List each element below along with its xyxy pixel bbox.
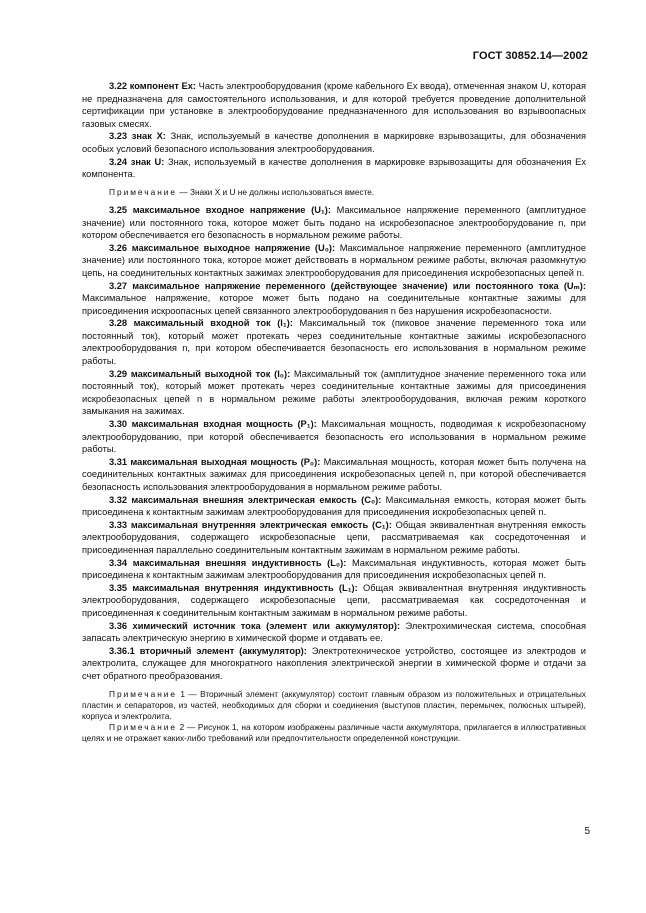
definition-3-33: [82, 519, 586, 557]
document-body: [82, 80, 586, 751]
definition-text: Знак, используемый в качестве дополнения в маркировке взрывозащиты, для обозначения особых условий безопасного использования электрооборудования.: [82, 131, 587, 154]
definition-3-36: [82, 620, 586, 645]
term: 3.30 максимальная входная мощность (P₁):: [109, 419, 317, 430]
definition-3-29: [82, 368, 586, 418]
definition-text: Электротехническое устройство, состоящее из электродов и электролита, служащее для многократного накопления электрической энергии в химической форме и отдачи за счет обратного преобразования.: [82, 645, 587, 681]
definition-text: Знак, используемый в качестве дополнения в маркировке взрывозащиты для обозначения Ex компонента.: [82, 156, 586, 180]
term: 3.36 химический источник тока (элемент или аккумулятор):: [109, 620, 401, 631]
definition-text: Максимальная емкость, которая может быть присоединена к контактным зажимам электрооборудования для присоединения искробезопасных цепей n.: [82, 494, 586, 518]
term: 3.22 компонент Ex:: [109, 81, 197, 91]
term: 3.28 максимальный входной ток (I₁):: [109, 318, 293, 329]
term: 3.27 максимальное напряжение переменного (действующее значение) или постоянного тока (Uₘ):: [109, 280, 586, 291]
definition-3-30: [82, 418, 586, 456]
definition-3-34: [82, 557, 586, 582]
definition-3-36-1: [82, 645, 586, 683]
term: 3.23 знак X:: [109, 131, 166, 142]
note-label: Примечание: [109, 688, 178, 699]
definition-text: Максимальное напряжение переменного (амплитудное значение) или постоянного тока, которое может действовать в нормальном режиме работы, включая разомкнутую цепь, на соединительных контактных зажимах электрооборудования для присоединения искробезопасных цепей n.: [82, 242, 586, 278]
definition-3-23: [82, 130, 586, 155]
definition-text: Общая эквивалентная внутренняя емкость электрооборудования, содержащего искробезопасные цепи, рассматриваемая как сосредоточенная и присоединенная параллельно соединительным контактным зажимам в нормальном режиме работы.: [82, 519, 586, 555]
definition-3-35: [82, 582, 586, 620]
definition-3-27: [82, 280, 586, 318]
term: 3.34 максимальная внешняя индуктивность (L₀):: [109, 557, 347, 568]
note-label: Примечание: [109, 186, 178, 197]
definition-3-25: [82, 204, 586, 242]
definition-text: Максимальный ток (амплитудное значение переменного тока или постоянный ток), который может протекать через соединительные контактные зажимы для присоединения искробезопасных цепей n в нормальном режиме работы электрооборудования, включая режим короткого замыкания на зажимах.: [82, 368, 586, 417]
note-label: Примечание: [109, 722, 178, 733]
note-x-u: [82, 187, 586, 198]
definition-3-24: [82, 156, 586, 181]
term: 3.31 максимальная выходная мощность (P₀):: [109, 456, 321, 467]
definition-3-32: [82, 494, 586, 519]
definition-text: Максимальный ток (пиковое значение переменного тока или постоянный ток), который может протекать через соединительные контактные зажимы искробезопасного электрооборудования n, при котором обеспечивается безопасность его использования в нормальном режиме работы.: [82, 318, 586, 367]
term: 3.25 максимальное входное напряжение (U₁):: [109, 204, 331, 215]
definition-text: Максимальная мощность, которая может быть получена на соединительных контактных зажимах для присоединения искробезопасных цепей n, при которой обеспечивается безопасность использования электрооборудования в нормальном режиме работы.: [82, 456, 586, 493]
definition-text: Электрохимическая система, способная запасать электрическую энергию в химической форме и отдавать ее.: [82, 620, 586, 644]
definition-text: Максимальная индуктивность, которая может быть присоединена к контактным зажимам электрооборудования для присоединения искробезопасных цепей n.: [82, 557, 586, 581]
term: 3.29 максимальный выходной ток (I₀):: [109, 368, 291, 379]
note-2: [82, 722, 586, 744]
term: 3.32 максимальная внешняя электрическая емкость (C₀):: [109, 494, 382, 505]
definition-text: Часть электрооборудования (кроме кабельного Ex ввода), отмеченная знаком U, которая не предназначена для самостоятельного использования, и для которой требуется проведение дополнительной сертификации при установке в электрооборудование предназначенного для использования во взрывоопасных газовых смесях.: [82, 81, 586, 129]
definition-text: Максимальное напряжение переменного (амплитудное значение) или постоянного тока, которое может быть подано на искробезопасное электрооборудование n, при котором обеспечивается его безопасность в нормальном режиме работы.: [82, 204, 586, 241]
note-1: [82, 689, 586, 723]
term: 3.26 максимальное выходное напряжение (U₀):: [109, 242, 336, 253]
note-text: 1 — Вторичный элемент (аккумулятор) состоит главным образом из положительных и отрицательных пластин и сепараторов, из частей, необходимых для сборки и соединения (выступов пластин, перемычек, полюсных штырей), корпуса и электролита.: [82, 688, 586, 721]
definition-text: Общая эквивалентная внутренняя индуктивность электрооборудования, содержащего искробезопасные цепи, рассматриваемая как сосредоточенная и присоединенная к соединительным контактным зажимам в нормальном режиме работы.: [82, 582, 586, 618]
note-text: 2 — Рисунок 1, на котором изображены различные части аккумулятора, прилагается в иллюстративных целях и не отражает каких-либо требований или предпочтительности определенной конструкции.: [82, 722, 586, 744]
definition-3-22: [82, 80, 586, 130]
page-number: 5: [584, 826, 590, 837]
definition-text: Максимальная мощность, подводимая к искробезопасному электрооборудованию, при которой обеспечивается безопасность его использования в нормальном режиме работы.: [82, 419, 586, 455]
term: 3.24 знак U:: [109, 156, 165, 167]
definition-3-31: [82, 456, 586, 494]
note-text: — Знаки X и U не должны использоваться вместе.: [177, 186, 375, 197]
definition-text: Максимальное напряжение, которое может быть подано на соединительные контактные зажимы для присоединения искроопасных цепей связанного электрооборудования n без нарушения искробезопасности.: [82, 293, 586, 316]
term: 3.33 максимальная внутренняя электрическая емкость (C₁):: [109, 519, 392, 530]
term: 3.36.1 вторичный элемент (аккумулятор):: [109, 645, 307, 656]
definition-3-28: [82, 317, 586, 367]
standard-number: ГОСТ 30852.14—2002: [472, 50, 588, 62]
term: 3.35 максимальная внутренняя индуктивность (L₁):: [109, 582, 358, 593]
definition-3-26: [82, 242, 586, 280]
